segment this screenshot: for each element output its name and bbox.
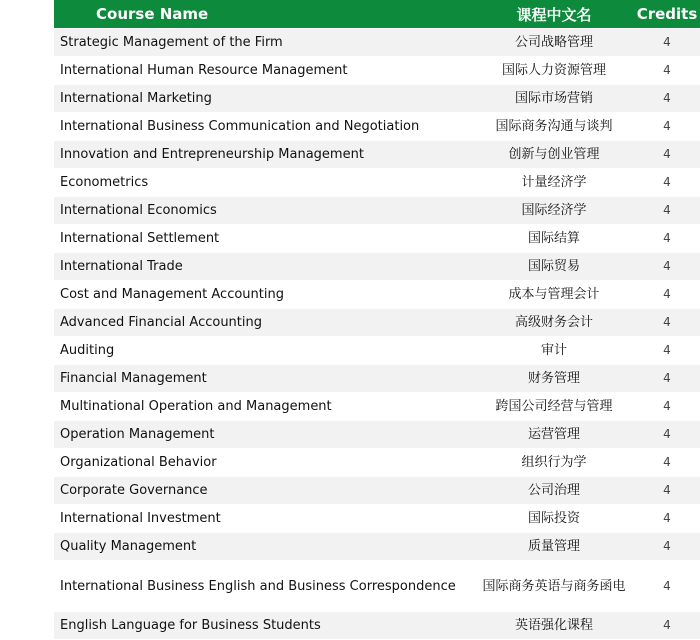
- course-name-cell: International Marketing: [54, 85, 474, 113]
- course-credits-cell: 4: [634, 57, 700, 85]
- course-credits-cell: 4: [634, 253, 700, 281]
- course-name-cell: International Trade: [54, 253, 474, 281]
- course-name-cell: Organizational Behavior: [54, 449, 474, 477]
- course-credits-cell: 4: [634, 421, 700, 449]
- course-credits-cell: 4: [634, 113, 700, 141]
- course-credits-cell: 4: [634, 225, 700, 253]
- course-credits-cell: 4: [634, 365, 700, 393]
- course-credits-cell: 4: [634, 477, 700, 505]
- course-name-cell: English Language for Business Students: [54, 612, 474, 640]
- course-chinese-name-cell: 创新与创业管理: [474, 141, 634, 169]
- table-row: [54, 337, 700, 365]
- course-chinese-name-cell: 国际人力资源管理: [474, 57, 634, 85]
- course-chinese-name-cell: 国际商务英语与商务函电: [474, 561, 634, 612]
- course-credits-cell: 4: [634, 309, 700, 337]
- table-row: [54, 421, 700, 449]
- course-name-cell: Econometrics: [54, 169, 474, 197]
- course-credits-cell: 4: [634, 169, 700, 197]
- table-row: [54, 225, 700, 253]
- course-credits-cell: 4: [634, 449, 700, 477]
- header-course-name: Course Name: [54, 0, 474, 29]
- course-chinese-name-cell: 高级财务会计: [474, 309, 634, 337]
- course-credits-cell: 4: [634, 281, 700, 309]
- table-row: [54, 561, 700, 612]
- course-credits-cell: 4: [634, 141, 700, 169]
- header-chinese-name: 课程中文名: [474, 0, 634, 29]
- course-credits-cell: 4: [634, 612, 700, 640]
- course-chinese-name-cell: 运营管理: [474, 421, 634, 449]
- course-chinese-name-cell: 成本与管理会计: [474, 281, 634, 309]
- table-row: [54, 533, 700, 561]
- course-name-cell: Innovation and Entrepreneurship Management: [54, 141, 474, 169]
- course-chinese-name-cell: 国际结算: [474, 225, 634, 253]
- header-credits: Credits: [634, 0, 700, 29]
- course-name-cell: Cost and Management Accounting: [54, 281, 474, 309]
- course-name-cell: Strategic Management of the Firm: [54, 29, 474, 57]
- course-credits-cell: 4: [634, 533, 700, 561]
- table-body: [54, 29, 700, 640]
- course-name-cell: Quality Management: [54, 533, 474, 561]
- course-name-cell: International Settlement: [54, 225, 474, 253]
- course-credits-cell: 4: [634, 85, 700, 113]
- course-name-cell: Multinational Operation and Management: [54, 393, 474, 421]
- course-chinese-name-cell: 财务管理: [474, 365, 634, 393]
- course-chinese-name-cell: 审计: [474, 337, 634, 365]
- table-row: [54, 505, 700, 533]
- course-chinese-name-cell: 国际商务沟通与谈判: [474, 113, 634, 141]
- table-row: [54, 477, 700, 505]
- course-chinese-name-cell: 跨国公司经营与管理: [474, 393, 634, 421]
- table-row: [54, 113, 700, 141]
- course-chinese-name-cell: 国际经济学: [474, 197, 634, 225]
- course-name-cell: Financial Management: [54, 365, 474, 393]
- table-row: [54, 309, 700, 337]
- table-header: [54, 0, 700, 29]
- course-chinese-name-cell: 质量管理: [474, 533, 634, 561]
- table-row: [54, 449, 700, 477]
- course-credits-cell: 4: [634, 337, 700, 365]
- table-row: [54, 197, 700, 225]
- course-chinese-name-cell: 国际贸易: [474, 253, 634, 281]
- course-name-cell: Corporate Governance: [54, 477, 474, 505]
- course-name-cell: Auditing: [54, 337, 474, 365]
- course-credits-cell: 4: [634, 197, 700, 225]
- course-chinese-name-cell: 公司战略管理: [474, 29, 634, 57]
- course-name-cell: International Business English and Business Correspondence: [54, 561, 474, 612]
- header-row: [54, 0, 700, 29]
- course-chinese-name-cell: 国际市场营销: [474, 85, 634, 113]
- table-row: [54, 253, 700, 281]
- course-credits-cell: 4: [634, 561, 700, 612]
- course-chinese-name-cell: 国际投资: [474, 505, 634, 533]
- table-row: [54, 169, 700, 197]
- course-chinese-name-cell: 组织行为学: [474, 449, 634, 477]
- table-row: [54, 85, 700, 113]
- course-chinese-name-cell: 英语强化课程: [474, 612, 634, 640]
- course-name-cell: Operation Management: [54, 421, 474, 449]
- table-row: [54, 29, 700, 57]
- course-name-cell: Advanced Financial Accounting: [54, 309, 474, 337]
- table-row: [54, 281, 700, 309]
- table-row: [54, 57, 700, 85]
- course-credits-cell: 4: [634, 505, 700, 533]
- course-chinese-name-cell: 公司治理: [474, 477, 634, 505]
- course-chinese-name-cell: 计量经济学: [474, 169, 634, 197]
- table-row: [54, 365, 700, 393]
- course-credits-cell: 4: [634, 29, 700, 57]
- table-row: [54, 393, 700, 421]
- course-name-cell: International Investment: [54, 505, 474, 533]
- course-name-cell: International Economics: [54, 197, 474, 225]
- table-row: [54, 141, 700, 169]
- course-name-cell: International Business Communication and Negotiation: [54, 113, 474, 141]
- course-name-cell: International Human Resource Management: [54, 57, 474, 85]
- table-row: [54, 612, 700, 640]
- course-credits-cell: 4: [634, 393, 700, 421]
- course-table: [54, 0, 700, 640]
